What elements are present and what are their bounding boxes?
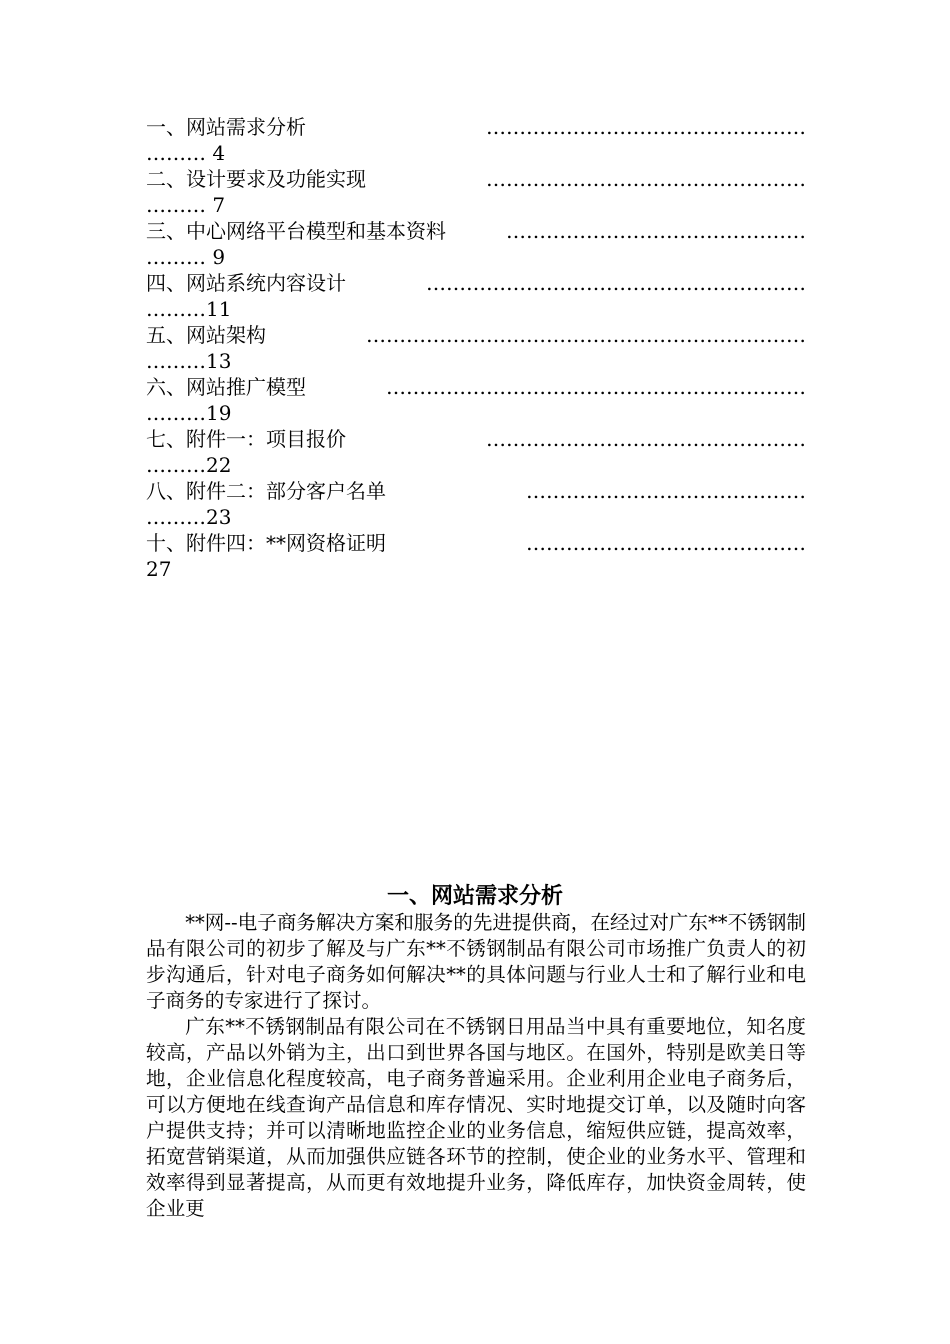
- toc-leader-dots: ………………………………………: [506, 219, 806, 243]
- toc-leader-dots: ………………………………………………………: [386, 375, 806, 399]
- toc-leader-dots: ………: [146, 453, 206, 477]
- toc-entry-3[interactable]: [146, 218, 806, 244]
- paragraph: **网--电子商务解决方案和服务的先进提供商，在经过对广东**不锈钢制品有限公司的初步了解及与广东**不锈钢制品有限公司市场推广负责人的初步沟通后，针对电子商务如何解决**的具体问题与行业人士和了解行业和电子商务的专家进行了探讨。: [146, 911, 806, 1012]
- toc-leader-dots: ………: [146, 349, 206, 373]
- toc-entry-2[interactable]: [146, 166, 806, 192]
- toc-leader-dots: …………………………………………: [486, 167, 806, 191]
- toc-leader-dots: ………: [146, 245, 206, 269]
- table-of-contents: [146, 114, 806, 582]
- toc-leader-dots: …………………………………………: [486, 427, 806, 451]
- toc-entry-2-cont: [146, 192, 806, 218]
- toc-entry-label: 八、附件二：部分客户名单: [146, 479, 386, 503]
- toc-entry-4[interactable]: [146, 270, 806, 296]
- toc-entry-label: 四、网站系统内容设计: [146, 271, 346, 295]
- toc-entry-6-cont: [146, 400, 806, 426]
- toc-leader-dots: …………………………………………: [486, 115, 806, 139]
- toc-entry-1-cont: [146, 140, 806, 166]
- toc-entry-8-cont: [146, 504, 806, 530]
- toc-leader-dots: ……………………………………: [526, 479, 806, 503]
- toc-leader-dots: ………: [146, 193, 206, 217]
- toc-leader-dots: ………: [146, 297, 206, 321]
- toc-entry-1[interactable]: [146, 114, 806, 140]
- toc-entry-label: 一、网站需求分析: [146, 115, 306, 139]
- toc-entry-label: 三、中心网络平台模型和基本资料: [146, 219, 446, 243]
- paragraph: 广东**不锈钢制品有限公司在不锈钢日用品当中具有重要地位，知名度较高，产品以外销为主，出口到世界各国与地区。在国外，特别是欧美日等地，企业信息化程度较高，电子商务普遍采用。企业利用企业电子商务后，可以方便地在线查询产品信息和库存情况、实时地提交订单，以及随时向客户提供支持；并可以清晰地监控企业的业务信息，缩短供应链，提高效率，拓宽营销渠道，从而加强供应链各环节的控制，使企业的业务水平、管理和效率得到显著提高，从而更有效地提升业务，降低库存，加快资金周转，使企业更: [146, 1015, 806, 1220]
- toc-entry-label: 五、网站架构: [146, 323, 266, 347]
- toc-entry-label: 十、附件四：**网资格证明: [146, 531, 386, 555]
- toc-leader-dots: ………: [146, 141, 206, 165]
- toc-leader-dots: ……………………………………: [526, 531, 806, 555]
- toc-page-number: 11: [206, 297, 232, 321]
- toc-page-number: 19: [206, 401, 232, 425]
- toc-entry-8[interactable]: [146, 478, 806, 504]
- toc-entry-7[interactable]: [146, 426, 806, 452]
- toc-entry-4-cont: [146, 296, 806, 322]
- toc-page-number: 4: [212, 141, 226, 165]
- toc-leader-dots: ………: [146, 505, 206, 529]
- section-heading: 一、网站需求分析: [386, 883, 563, 909]
- toc-entry-7-cont: [146, 452, 806, 478]
- toc-page-number: 13: [206, 349, 232, 373]
- toc-entry-5-cont: [146, 348, 806, 374]
- toc-leader-dots: ………: [146, 401, 206, 425]
- toc-leader-dots: …………………………………………………………: [366, 323, 806, 347]
- toc-entry-label: 二、设计要求及功能实现: [146, 167, 366, 191]
- toc-page-number: 7: [212, 193, 226, 217]
- toc-entry-3-cont: [146, 244, 806, 270]
- toc-entry-label: 六、网站推广模型: [146, 375, 306, 399]
- toc-entry-9[interactable]: [146, 530, 806, 556]
- toc-entry-6[interactable]: [146, 374, 806, 400]
- toc-entry-label: 七、附件一：项目报价: [146, 427, 346, 451]
- toc-entry-9-cont: [146, 556, 806, 582]
- toc-page-number: 22: [206, 453, 232, 477]
- toc-page-number: 27: [146, 557, 172, 581]
- toc-entry-5[interactable]: [146, 322, 806, 348]
- toc-page-number: 23: [206, 505, 232, 529]
- toc-leader-dots: …………………………………………………: [426, 271, 806, 295]
- section-body: [146, 910, 806, 1222]
- toc-page-number: 9: [212, 245, 226, 269]
